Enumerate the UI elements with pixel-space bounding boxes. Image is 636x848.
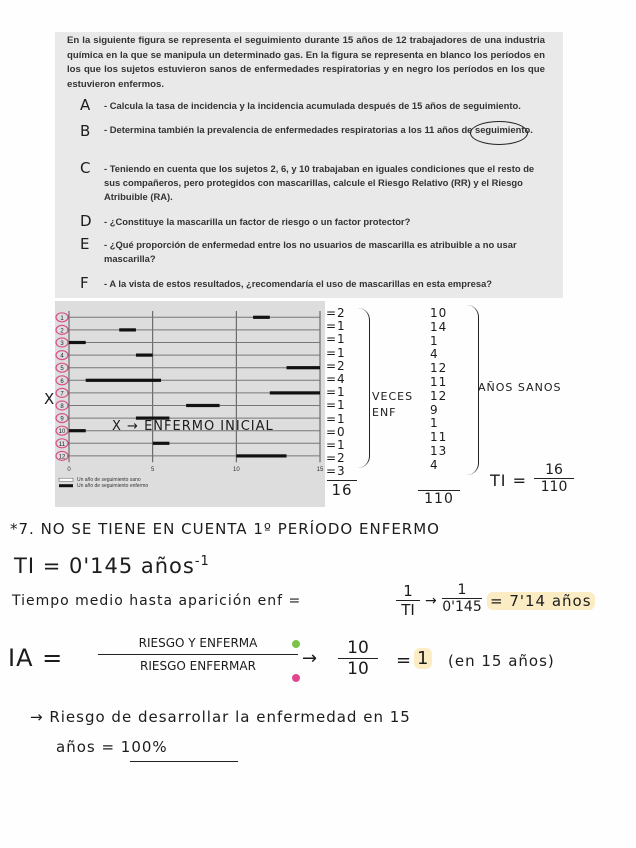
ia-frac-num: 10 [347,638,369,658]
anos-total: 110 [418,490,460,507]
veces-count: =3 [326,464,346,479]
tm-den: TI [396,600,420,619]
tiempo-medio-label: Tiempo medio hasta aparición enf = [12,593,302,609]
veces-count: =2 [326,306,346,320]
anos-count: 11 [430,430,448,445]
ia-arrow: → [302,648,319,669]
veces-count: =1 [326,398,346,413]
row-label: 5 [60,366,64,373]
legend-sick-swatch [59,484,73,487]
question-letter: F [80,274,89,292]
row-label: 9 [60,416,64,423]
question-a: - Calcula la tasa de incidencia y la incidencia acumulada después de 15 años de seguimiento. [104,100,521,111]
x-tick-label: 0 [67,467,71,474]
sick-period-bar [86,379,161,382]
ia-fraction-words [98,636,298,673]
ti-num: 16 [545,462,563,478]
tm-fraction [396,582,420,619]
ia-num: RIESGO Y ENFERMA [138,636,258,650]
anos-count: 13 [430,444,448,458]
row-label: 2 [60,328,64,335]
veces-count: =1 [326,438,346,452]
ia-frac-den: 10 [338,658,378,679]
sick-period-bar [253,316,270,319]
ia-note: (en 15 años) [448,652,555,670]
veces-label: VECES ENF [372,390,414,419]
x-tick-label: 10 [232,467,240,474]
tm-fraction-2 [442,582,482,615]
veces-total: 16 [327,480,357,499]
anos-count: 1 [430,333,439,348]
row-label: 10 [58,429,66,436]
sick-period-bar [236,454,286,457]
enfermo-inicial-note: X → ENFERMO INICIAL [112,419,274,434]
tm-num: 1 [403,582,413,600]
tm-result [487,592,595,610]
question-c: - Teniendo en cuenta que los sujetos 2, 6, y 10 trabajaban en iguales condiciones que el resto de sus compañeros, pero protegidos con mascarillas, calcule el Riesgo Relativo (RR) y el Riesgo Atribuible (RA). [104,163,535,202]
row-label: 1 [60,315,64,322]
anos-count: 4 [430,457,439,472]
circled-11-annotation [470,121,528,145]
anos-count: 1 [430,416,439,431]
veces-count: =1 [326,332,346,347]
ti-result-text: TI = 0'145 años [14,554,195,578]
x-tick-label: 5 [150,467,155,474]
sick-period-bar [69,341,86,344]
ti-exponent: -1 [194,554,210,569]
veces-count: =1 [326,411,346,426]
anos-count: 9 [430,402,439,417]
row-label: 4 [60,353,64,360]
ia-result-highlight: 1 [414,648,432,669]
follow-up-chart [55,301,325,507]
green-marker [292,640,300,648]
question-letter: B [80,122,91,140]
ti-fraction [534,462,574,495]
question-letter: E [80,235,90,253]
ia-fraction-nums [338,638,378,679]
question-e: - ¿Qué proporción de enfermedad entre los no usuarios de mascarilla es atribuible a no usar mascarilla? [104,239,517,264]
sick-period-bar [186,404,219,407]
anos-count: 12 [430,388,448,403]
legend-healthy-swatch [59,478,73,481]
sick-period-bar [153,442,170,445]
veces-count: =1 [326,319,346,334]
veces-brace [357,308,370,468]
problem-intro: En la siguiente figura se representa el seguimiento durante 15 años de 12 trabajadores de una industria química en la que se manipula un determinado gas. En la figura se representa en blanco los períodos en los que los sujetos estuvieron sanos de enfermedades respiratorias y en negro los períodos en los que estuvieron enfermos. [67,35,545,90]
tm-num-2: 1 [457,582,467,598]
veces-count: =1 [326,385,346,400]
veces-count: =2 [326,451,346,466]
x-tick-label: 15 [316,467,324,474]
question-letter: A [80,96,91,114]
sick-period-bar [69,429,86,432]
row-label: 7 [60,391,64,398]
tm-result-highlight: = 7'14 años [487,592,595,610]
row-label: 12 [58,454,66,461]
pink-marker [292,674,300,682]
anos-count: 10 [430,306,448,320]
veces-count: =4 [326,372,346,386]
row-label: 11 [58,441,66,448]
anos-count: 4 [430,347,439,362]
anos-count: 14 [430,319,448,334]
ia-label: IA = [8,644,64,672]
row-label: 3 [60,341,64,347]
row-label: 6 [60,378,64,385]
anos-count: 12 [430,361,448,376]
veces-count: =0 [326,424,346,439]
sick-period-bar [136,354,153,357]
ti-label: TI = [490,471,527,490]
ti-result [14,554,210,578]
tm-den-2: 0'145 [442,599,482,615]
legend-sick-label: Un año de seguimiento enfermo [77,483,149,490]
question-letter: D [80,212,92,230]
ti-den: 110 [534,478,574,495]
row-label: 8 [60,404,64,410]
question-b: - Determina también la prevalencia de enfermedades respiratorias a los 11 años de seguimiento. [104,124,533,135]
question-letter: C [80,159,91,177]
question-d: - ¿Constituye la mascarilla un factor de riesgo o un factor protector? [104,216,411,227]
veces-count: =1 [326,345,346,360]
anos-count: 11 [430,375,448,389]
legend-healthy-label: Un año de seguimiento sano [77,477,141,484]
anos-label: AÑOS SANOS [478,381,562,394]
question-f: - A la vista de estos resultados, ¿recomendaría el uso de mascarillas en esta empresa? [104,278,493,289]
note-first-period: *7. NO SE TIENE EN CUENTA 1º PERÍODO ENFERMO [10,520,440,538]
riesgo-line1: → Riesgo de desarrollar la enfermedad en 15 [30,708,411,726]
riesgo-underline [130,761,238,762]
ia-eq: = [396,650,413,671]
veces-count: =2 [326,358,346,373]
x-mark: X [44,390,56,408]
sick-period-bar [287,366,320,369]
follow-up-chart-svg [55,301,325,507]
ia-result [414,648,432,669]
sick-period-bar [270,391,320,394]
ia-den: RIESGO ENFERMAR [98,654,298,673]
riesgo-line2: años = 100% [56,738,168,756]
sick-period-bar [119,328,136,331]
arrow: → [425,593,438,609]
